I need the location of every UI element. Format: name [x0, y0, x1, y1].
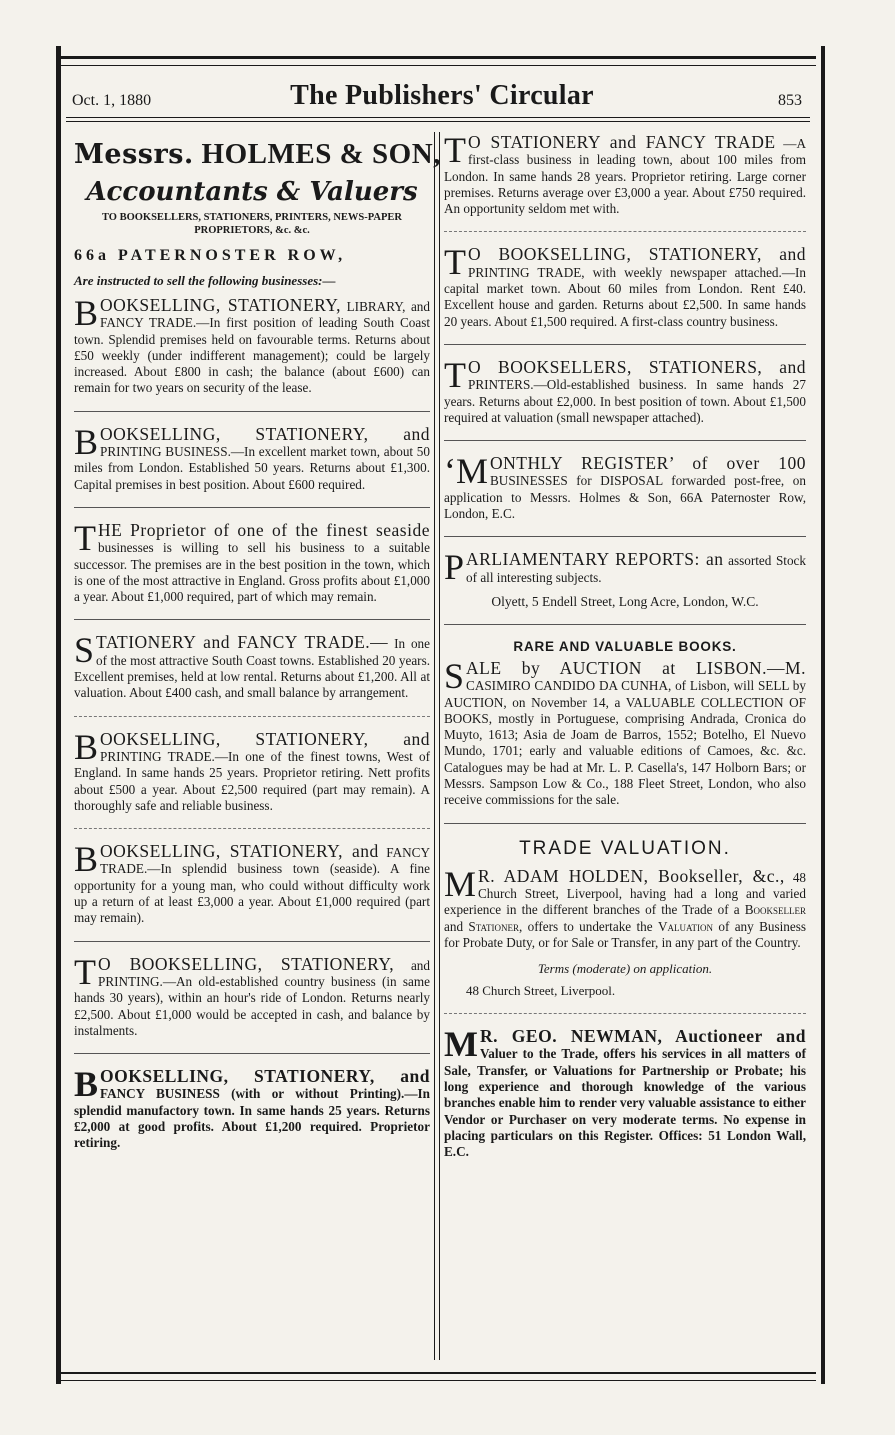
advert-body: PRINTING TRADE.—In one of the finest towns, West of England. In same hands 25 years. Proprietor retiring. Nett profits about £500 a year. About £2,500 required (part may remain). A thoroughly safe and reliable business.: [74, 748, 430, 813]
advert-body-5: , offers to undertake the: [519, 918, 658, 934]
drop-cap: ‘M: [444, 451, 488, 492]
divider: [444, 536, 806, 537]
advert-right-2: [444, 242, 806, 329]
advert-holden: [444, 863, 806, 951]
advert-head: O BOOKSELLING, STATIONERY, and: [468, 244, 806, 265]
advert-left-8: [74, 1064, 430, 1151]
header-rule-2: [66, 121, 810, 122]
drop-cap: T: [444, 130, 466, 170]
advert-head: TATIONERY and FANCY TRADE.—: [96, 632, 389, 653]
drop-cap: S: [444, 655, 465, 696]
advert-head: ARLIAMENTARY REPORTS: an: [466, 549, 724, 570]
right-column: [444, 130, 807, 1160]
drop-cap: T: [74, 951, 96, 992]
advert-body-4: Stationer: [468, 918, 520, 934]
advert-head: OOKSELLING, STATIONERY,: [100, 295, 342, 315]
advert-body: assorted Stock of all interesting subjects.: [466, 553, 806, 585]
advert-body-6: Valuation: [657, 918, 713, 934]
advert-newman: [444, 1024, 806, 1160]
left-column: [74, 132, 441, 1152]
holmes-subtitle: Accountants & Valuers: [86, 177, 418, 207]
advert-body: PRINTING BUSINESS.—In excellent market town, about 50 miles from London. Established 50 years. Returns about £1,300. Capital premises in best position. About £600 required.: [74, 444, 430, 492]
rare-books-heading: RARE AND VALUABLE BOOKS.: [513, 638, 737, 654]
divider: [74, 619, 430, 620]
divider: [74, 828, 430, 829]
advert-body: and PRINTING.—An old-established country business (in same hands 30 years), within an hour's ride of London. Returns nearly £2,500. About £1,000 would be accepted in cash, and balance by instalments.: [74, 957, 430, 1038]
parliament-address: Olyett, 5 Endell Street, Long Acre, London, W.C.: [491, 593, 759, 609]
drop-cap: B: [74, 839, 99, 880]
advert-left-2: [74, 421, 430, 493]
advert-body-3: and: [444, 918, 469, 934]
divider: [74, 941, 430, 942]
advert-head: OOKSELLING, STATIONERY, and: [100, 728, 430, 749]
advert-head: OOKSELLING, STATIONERY, and: [100, 1066, 430, 1087]
advert-body: Valuer to the Trade, offers his services in all matters of Sale, Transfer, or Valuations for Partnership or Probate; his long experience and thorough knowledge of the various branches enable him to render very valuable assistance to either Vendor or Purchaser on very moderate terms. No expense in placing particulars on this Register. Offices: 51 London Wall, E.C.: [444, 1046, 806, 1160]
divider: [444, 624, 806, 625]
divider: [74, 411, 430, 412]
divider: [444, 1013, 806, 1014]
holmes-address: 66a PATERNOSTER ROW,: [74, 247, 347, 264]
holmes-messrs: Messrs.: [74, 139, 194, 170]
drop-cap: B: [74, 293, 99, 333]
holmes-title: [74, 138, 441, 171]
advert-head: OOKSELLING, STATIONERY, and: [100, 841, 379, 862]
advert-head: ONTHLY REGISTER’ of over 100: [490, 453, 806, 474]
advert-head: R. GEO. NEWMAN, Auctioneer and: [479, 1026, 806, 1047]
advert-right-1: [444, 130, 807, 217]
holmes-to-line: TO BOOKSELLERS, STATIONERS, PRINTERS, NEWS-PAPER PROPRIETORS, &c. &c.: [101, 212, 402, 236]
advert-right-4: [444, 451, 806, 522]
advert-head: O STATIONERY and FANCY TRADE: [468, 132, 776, 152]
advert-body: In one of the most attractive South Coast towns. Established 20 years. Excellent premises, held at low rental. Returns about £1,200. All at valuation. About £400 cash, and small balance by arrangement.: [74, 636, 430, 701]
drop-cap: B: [74, 1064, 99, 1105]
advert-head: R. ADAM HOLDEN, Bookseller, &c.,: [478, 865, 785, 886]
drop-cap: T: [74, 517, 96, 558]
divider: [444, 231, 806, 232]
holden-terms: Terms (moderate) on application.: [537, 961, 713, 977]
advert-parliament: [444, 547, 806, 588]
divider: [444, 344, 806, 345]
trade-valuation-heading: TRADE VALUATION.: [519, 837, 731, 859]
advert-head: OOKSELLING, STATIONERY, and: [100, 423, 430, 444]
holmes-instruction: Are instructed to sell the following businesses:—: [74, 273, 336, 288]
column-divider: [434, 132, 440, 1360]
advert-body: PRINTERS.—Old-established business. In same hands 27 years. Returns about £2,000. In best position of town. About £1,500 required at valuation (small newspaper attached).: [444, 377, 806, 425]
advert-body-7: of any Business for Probate Duty, or for Sale or Transfer, in any part of the Country.: [444, 918, 806, 950]
advert-lisbon: [444, 655, 806, 809]
drop-cap: S: [74, 630, 95, 671]
header-date: Oct. 1, 1880: [72, 92, 152, 109]
page-header: [72, 78, 812, 112]
advert-body: CASIMIRO CANDIDO DA CUNHA, of Lisbon, will SELL by AUCTION, on November 14, a VALUABLE COLLECTION OF BOOKS, mostly in Portuguese, comprising Andrada, Cronica do Muyto, 1613; Asia de Joam de Barros, 1552; Botelho, El Nuevo Mundo, 1701; early and valuable editions of Camoes, &c. &c. Catalogues may be had at Mr. L. P. Casella's, 147 Holborn Bars; or Messrs. Sampson Low & Co., 188 Fleet Street, London, who also receive commissions for the sale.: [444, 678, 806, 808]
advert-head: O BOOKSELLING, STATIONERY,: [98, 953, 395, 974]
drop-cap: M: [444, 863, 477, 904]
advert-left-1: [74, 293, 430, 397]
holmes-name: HOLMES & SON,: [201, 138, 441, 170]
advert-right-3: [444, 354, 806, 426]
advert-body: FANCY BUSINESS (with or without Printing).—In splendid manufactory town. In same hands 25 years. Returns £2,000 at good profits. About £1,200 required. Proprietor retiring.: [74, 1086, 430, 1151]
advert-body-2: Bookseller: [744, 902, 806, 918]
advert-body: BUSINESSES for DISPOSAL forwarded post-free, on application to Messrs. Holmes & Son, 66A Paternoster Row, London, E.C.: [444, 473, 806, 522]
bottom-rule: [60, 1372, 816, 1381]
advert-left-5: [74, 726, 430, 814]
divider: [74, 507, 430, 508]
header-rule: [66, 117, 810, 118]
advert-left-4: [74, 630, 430, 701]
top-rule: [60, 56, 816, 66]
advert-body: —A first-class business in leading town, about 100 miles from London. In same hands 28 years. Proprietor retiring. Large corner premises. Returns average over £3,000 a year. About £750 required. An opportunity seldom met with.: [444, 136, 807, 217]
holden-address: 48 Church Street, Liverpool.: [466, 983, 616, 999]
advert-body: FANCY TRADE.—In splendid business town (seaside). A fine opportunity for a young man, who could without difficulty work up a return of at least £3,000 a year. About £1,000 required (part may remain).: [74, 845, 430, 926]
page-number: 853: [778, 92, 802, 109]
advert-body: PRINTING TRADE, with weekly newspaper attached.—In capital market town. About 60 miles from London. Rent £40. Excellent house and garden. Returns about £2,500. In same hands 20 years. About £1,500 required. A first-class country business.: [444, 264, 806, 329]
advert-head: ALE by AUCTION at LISBON.—M.: [466, 657, 806, 678]
advert-body-1: 48 Church Street, Liverpool, having had a long and varied experience in the different branches of the Trade of a: [444, 869, 806, 918]
drop-cap: B: [74, 421, 99, 462]
divider: [444, 440, 806, 441]
drop-cap: M: [444, 1024, 478, 1065]
drop-cap: B: [74, 726, 99, 767]
advert-left-7: [74, 951, 430, 1039]
page-title: The Publishers' Circular: [290, 80, 594, 111]
advert-left-6: [74, 839, 430, 926]
drop-cap: T: [444, 354, 466, 395]
advert-body: LIBRARY, and FANCY TRADE.—In first position of leading South Coast town. Splendid premises held on favourable terms. Returns about £50 weekly (under indifferent management); could be largely increased. About £800 in cash; the balance (about £600) can remain for two years on security of the lease.: [74, 299, 430, 396]
advert-head: O BOOKSELLERS, STATIONERS, and: [468, 356, 806, 377]
drop-cap: T: [444, 242, 466, 283]
advert-head: HE Proprietor of one of the finest seaside: [98, 519, 430, 540]
advert-left-3: [74, 517, 430, 605]
divider: [74, 1053, 430, 1054]
divider: [74, 716, 430, 717]
advert-body: businesses is willing to sell his business to a suitable successor. The premises are in the best position in the town, which is one of the most attractive in England. Gross profits about £1,000 a year. About £1,000 required, part of which may remain.: [74, 540, 430, 605]
divider: [444, 823, 806, 824]
drop-cap: P: [444, 547, 465, 588]
